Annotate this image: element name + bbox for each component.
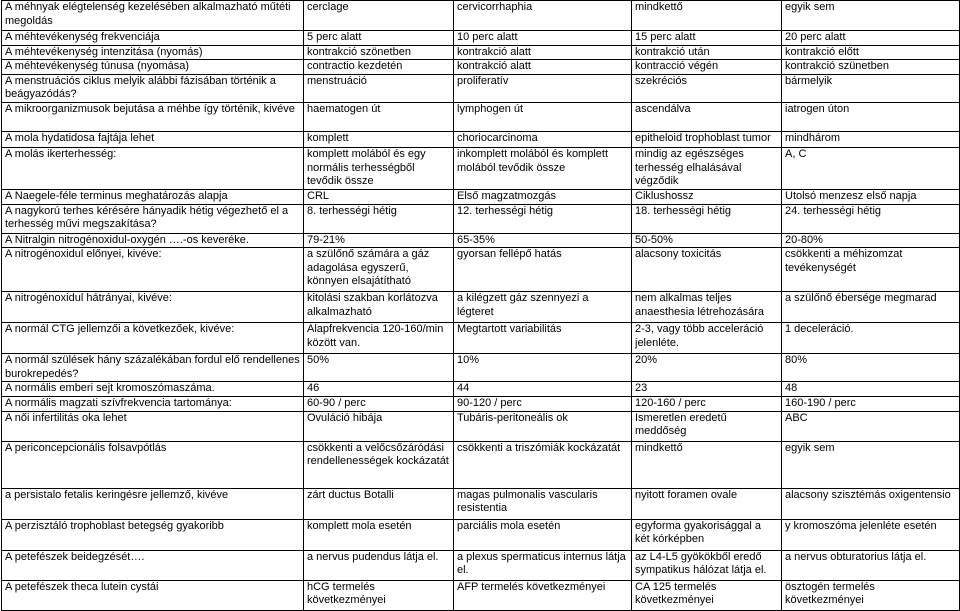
answer-cell: csökkenti a triszómiák kockázatát	[454, 441, 632, 488]
answer-cell: kitolási szakban korlátozva alkalmazható	[304, 292, 454, 323]
answer-cell: contractio kezdetén	[304, 60, 454, 75]
answer-cell: inkomplett molából és komplett molából tevődik össze	[454, 147, 632, 189]
table-row	[2, 102, 960, 131]
answer-cell: mindhárom	[782, 131, 960, 147]
question-cell: A Naegele-féle terminus meghatározás alapja	[2, 189, 304, 204]
answer-cell: kontrakció előtt	[782, 45, 960, 60]
answer-cell: a nervus obturatorius látja el.	[782, 550, 960, 580]
answer-cell: magas pulmonalis vascularis resistentia	[454, 488, 632, 519]
table-row	[2, 396, 960, 411]
question-cell: A normális magzati szívfrekvencia tartománya:	[2, 396, 304, 411]
answer-cell: a nervus pudendus látja el.	[304, 550, 454, 580]
table-row	[2, 204, 960, 233]
answer-cell: proliferatív	[454, 74, 632, 102]
table-row	[2, 382, 960, 397]
answer-cell: 12. terhességi hétig	[454, 204, 632, 233]
answer-cell: gyorsan fellépő hatás	[454, 248, 632, 292]
answer-cell: CA 125 termelés következményei	[632, 580, 782, 610]
question-cell: A normál szülések hány százalékában fordul elő rendellenes burokrepedés?	[2, 354, 304, 382]
answer-cell: hCG termelés következményei	[304, 580, 454, 610]
answer-cell: komplett mola esetén	[304, 519, 454, 550]
answer-cell: Alapfrekvencia 120-160/min között van.	[304, 323, 454, 354]
table-row	[2, 74, 960, 102]
answer-cell: 48	[782, 382, 960, 397]
answer-cell: egyik sem	[782, 1, 960, 31]
question-cell: A nagykorú terhes kérésére hányadik hétig végezhető el a terhesség művi megszakítása?	[2, 204, 304, 233]
answer-cell: mindig az egészséges terhesség elhalásával végződik	[632, 147, 782, 189]
table-row	[2, 488, 960, 519]
answer-cell: 80%	[782, 354, 960, 382]
answer-cell: 46	[304, 382, 454, 397]
table-row	[2, 1, 960, 31]
table-row	[2, 519, 960, 550]
question-cell: A mola hydatidosa fajtája lehet	[2, 131, 304, 147]
answer-cell: alacsony szisztémás oxigentensio	[782, 488, 960, 519]
answer-cell: 10%	[454, 354, 632, 382]
question-cell: A női infertilitás oka lehet	[2, 411, 304, 441]
question-cell: A nitrogénoxidul előnyei, kivéve:	[2, 248, 304, 292]
question-cell: A petefészek theca lutein cystái	[2, 580, 304, 610]
answer-cell: 20%	[632, 354, 782, 382]
answer-cell: kontracció végén	[632, 60, 782, 75]
answer-cell: CRL	[304, 189, 454, 204]
answer-cell: mindkettő	[632, 1, 782, 31]
answer-cell: mindkettő	[632, 441, 782, 488]
answer-cell: Első magzatmozgás	[454, 189, 632, 204]
answer-cell: alacsony toxicitás	[632, 248, 782, 292]
answer-cell: Ismeretlen eredetű meddőség	[632, 411, 782, 441]
answer-cell: Ciklushossz	[632, 189, 782, 204]
answer-cell: iatrogen úton	[782, 102, 960, 131]
answer-cell: egyforma gyakorisággal a két kórképben	[632, 519, 782, 550]
answer-cell: AFP termelés következményei	[454, 580, 632, 610]
answer-cell: 50-50%	[632, 233, 782, 248]
question-cell: A menstruációs ciklus melyik alábbi fázisában történik a beágyazódás?	[2, 74, 304, 102]
table-row	[2, 147, 960, 189]
answer-cell: A, C	[782, 147, 960, 189]
answer-cell: kontrakció szünetben	[782, 60, 960, 75]
answer-cell: a kilégzett gáz szennyezi a légteret	[454, 292, 632, 323]
answer-cell: parciális mola esetén	[454, 519, 632, 550]
answer-cell: a szülőnő számára a gáz adagolása egyszerű, könnyen elsajátítható	[304, 248, 454, 292]
answer-cell: 60-90 / perc	[304, 396, 454, 411]
answer-cell: epitheloid trophoblast tumor	[632, 131, 782, 147]
question-cell: A méhtevékenység frekvenciája	[2, 31, 304, 46]
answer-cell: szekréciós	[632, 74, 782, 102]
question-cell: A méhnyak elégtelenség kezelésében alkalmazható műtéti megoldás	[2, 1, 304, 31]
answer-cell: 79-21%	[304, 233, 454, 248]
table-row	[2, 292, 960, 323]
answer-cell: egyik sem	[782, 441, 960, 488]
question-cell: A normális emberi sejt kromoszómaszáma.	[2, 382, 304, 397]
answer-cell: haematogen út	[304, 102, 454, 131]
answer-cell: 160-190 / perc	[782, 396, 960, 411]
answer-cell: kontrakció alatt	[454, 45, 632, 60]
table-row	[2, 323, 960, 354]
answer-cell: az L4-L5 gyökökből eredő sympatikus hálózat látja el.	[632, 550, 782, 580]
answer-cell: 2-3, vagy több acceleráció jelenléte.	[632, 323, 782, 354]
answer-cell: 10 perc alatt	[454, 31, 632, 46]
answer-cell: a szülőnő ébersége megmarad	[782, 292, 960, 323]
question-cell: A méhtevékenység túnusa (nyomása)	[2, 60, 304, 75]
answer-cell: a plexus spermaticus internus látja el.	[454, 550, 632, 580]
question-cell: A nitrogénoxidul hátrányai, kivéve:	[2, 292, 304, 323]
answer-cell: 65-35%	[454, 233, 632, 248]
answer-cell: ascendálva	[632, 102, 782, 131]
answer-cell: kontrakció szönetben	[304, 45, 454, 60]
answer-cell: y kromoszóma jelenléte esetén	[782, 519, 960, 550]
answer-cell: 8. terhességi hétig	[304, 204, 454, 233]
answer-cell: 15 perc alatt	[632, 31, 782, 46]
answer-cell: 44	[454, 382, 632, 397]
answer-cell: komplett molából és egy normális terhességből tevődik össze	[304, 147, 454, 189]
answer-cell: ABC	[782, 411, 960, 441]
answer-cell: zárt ductus Botalli	[304, 488, 454, 519]
answer-cell: 23	[632, 382, 782, 397]
question-cell: A petefészek beidegzését….	[2, 550, 304, 580]
question-cell: a persistalo fetalis keringésre jellemző, kivéve	[2, 488, 304, 519]
table-row	[2, 233, 960, 248]
answer-cell: lymphogen út	[454, 102, 632, 131]
answer-cell: Megtartott variabilitás	[454, 323, 632, 354]
table-row	[2, 131, 960, 147]
table-row	[2, 550, 960, 580]
answer-cell: 20 perc alatt	[782, 31, 960, 46]
answer-cell: bármelyik	[782, 74, 960, 102]
table-row	[2, 31, 960, 46]
answer-cell: 20-80%	[782, 233, 960, 248]
table-row	[2, 441, 960, 488]
answer-cell: choriocarcinoma	[454, 131, 632, 147]
answer-cell: 90-120 / perc	[454, 396, 632, 411]
answer-cell: 50%	[304, 354, 454, 382]
answer-cell: menstruáció	[304, 74, 454, 102]
table-row	[2, 411, 960, 441]
answer-cell: komplett	[304, 131, 454, 147]
answer-cell: cerclage	[304, 1, 454, 31]
table-row	[2, 580, 960, 610]
table-row	[2, 45, 960, 60]
answer-cell: Utolsó menzesz első napja	[782, 189, 960, 204]
answer-cell: Tubáris-peritoneális ok	[454, 411, 632, 441]
question-cell: A periconcepcionális folsavpótlás	[2, 441, 304, 488]
answer-cell: kontrakció után	[632, 45, 782, 60]
answer-cell: kontrakció alatt	[454, 60, 632, 75]
question-cell: A mikroorganizmusok bejutása a méhbe így történik, kivéve	[2, 102, 304, 131]
table-row	[2, 189, 960, 204]
answer-cell: cervicorrhaphia	[454, 1, 632, 31]
answer-cell: 120-160 / perc	[632, 396, 782, 411]
answer-cell: 1 deceleráció.	[782, 323, 960, 354]
answer-cell: ösztogén termelés következményei	[782, 580, 960, 610]
answer-cell: nem alkalmas teljes anaesthesia létrehozására	[632, 292, 782, 323]
answer-cell: 24. terhességi hétig	[782, 204, 960, 233]
table-row	[2, 60, 960, 75]
answer-cell: 5 perc alatt	[304, 31, 454, 46]
question-cell: A perzisztáló trophoblast betegség gyakoribb	[2, 519, 304, 550]
answer-cell: 18. terhességi hétig	[632, 204, 782, 233]
answer-cell: csökkenti a velőcsőzáródási rendellenességek kockázatát	[304, 441, 454, 488]
quiz-table	[1, 0, 960, 611]
question-cell: A molás ikerterhesség:	[2, 147, 304, 189]
table-row	[2, 248, 960, 292]
table-row	[2, 354, 960, 382]
question-cell: A méhtevékenység intenzitása (nyomás)	[2, 45, 304, 60]
answer-cell: Ovuláció hibája	[304, 411, 454, 441]
question-cell: A normál CTG jellemzői a következőek, kivéve:	[2, 323, 304, 354]
question-cell: A Nitralgin nitrogénoxidul-oxygén ….-os keveréke.	[2, 233, 304, 248]
answer-cell: csökkenti a méhizomzat tevékenységét	[782, 248, 960, 292]
answer-cell: nyitott foramen ovale	[632, 488, 782, 519]
